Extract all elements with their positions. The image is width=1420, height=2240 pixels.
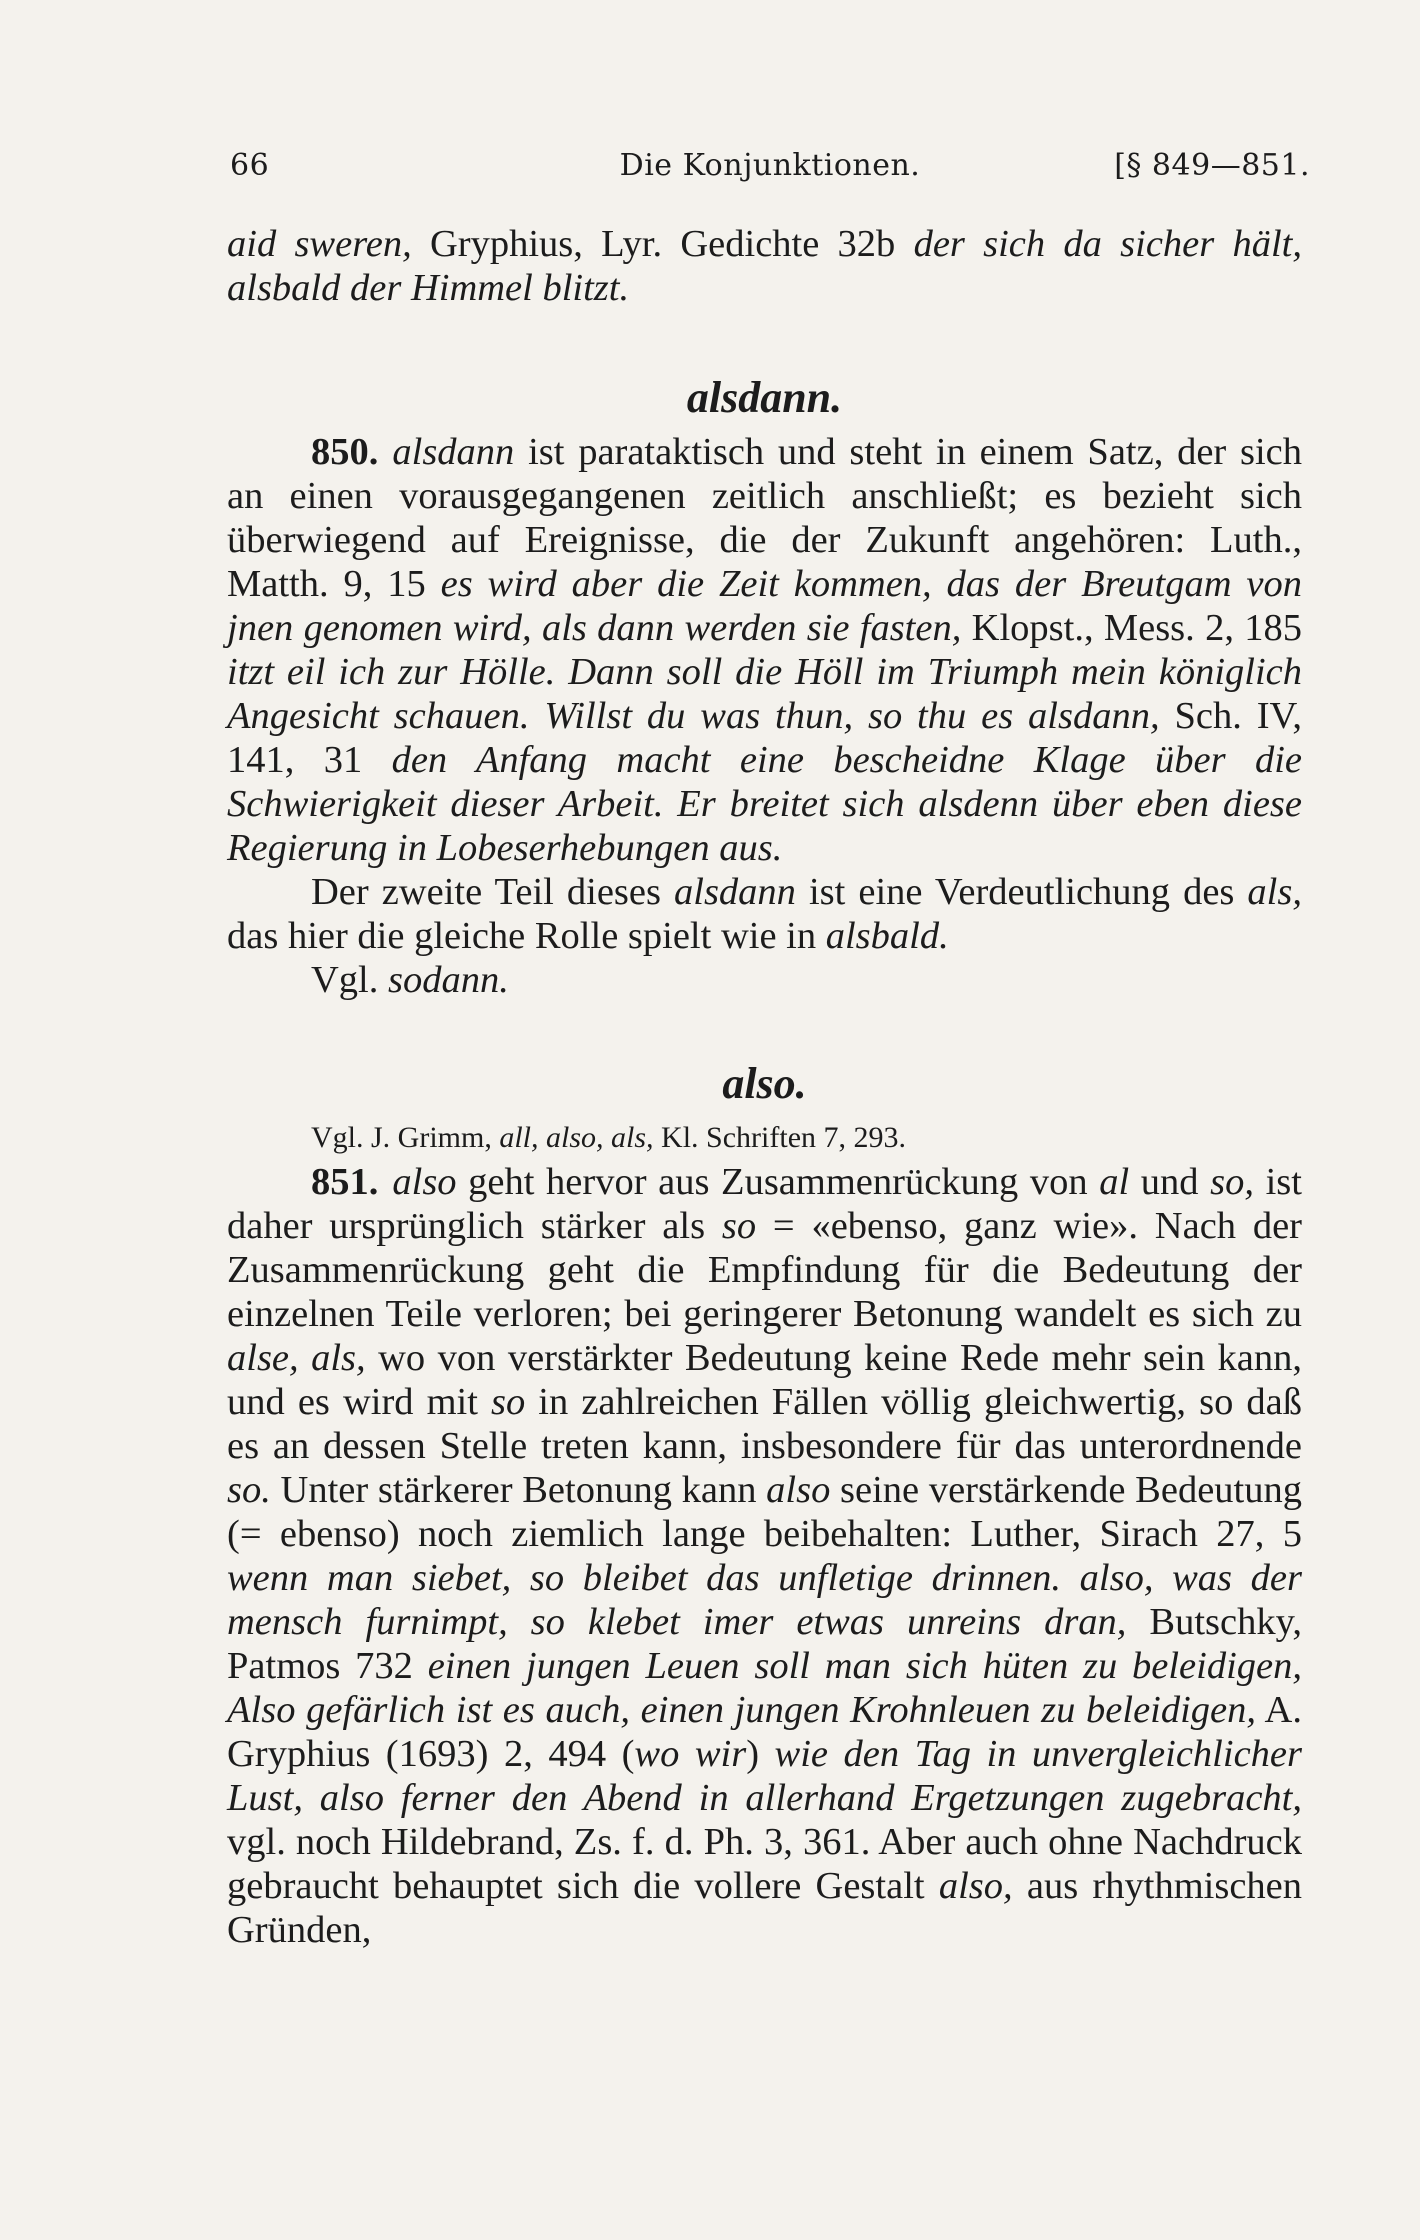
section-850-paragraph-2: [227, 870, 1302, 958]
citation-text: wenn man siebet, so bleibet das unfletige drinnen. also, was der mensch furnimpt, so klebet imer etwas unreins dran,: [227, 1557, 1302, 1643]
running-title: Die Konjunktionen.: [619, 148, 921, 183]
citation-text: den Anfang macht eine bescheidne Klage über die Schwierigkeit dieser Arbeit. Er breitet sich alsdenn über eben diese Regierung in Lobeserhebungen aus.: [227, 739, 1303, 869]
citation-text: es wird aber die Zeit kommen, das der Breutgam von jnen genomen wird, als dann werden sie fasten,: [227, 563, 1302, 649]
keyword: so: [491, 1381, 526, 1423]
keyword: alsbald.: [825, 915, 949, 957]
body-text: Der zweite Teil dieses: [311, 871, 674, 913]
body-text: ): [746, 1733, 775, 1775]
entry-heading-alsdann: alsdann.: [686, 373, 843, 422]
keyword: also: [392, 1161, 457, 1203]
keyword: al: [1099, 1161, 1130, 1203]
section-reference: [§ 849—851.: [1114, 148, 1310, 183]
citation-text: wie den Tag in unvergleichlicher Lust, also ferner den Abend in allerhand Ergetzungen zugebracht,: [227, 1733, 1302, 1819]
body-text: aus rhythmischen Gründen,: [227, 1865, 1302, 1951]
body-text: ist daher ursprünglich stärker als: [227, 1161, 1302, 1247]
body-text: ist eine Verdeutlichung des: [795, 871, 1248, 913]
keyword: alsdann: [392, 431, 515, 473]
body-text: Vgl.: [311, 959, 388, 1001]
body-text: geht hervor aus Zusammenrückung von: [456, 1161, 1100, 1203]
source-reference: Butschky, Patmos 732: [227, 1601, 1302, 1687]
keyword: sodann.: [388, 959, 509, 1001]
section-850-paragraph: [227, 430, 1302, 870]
body-text: seine verstärkende Bedeutung (= ebenso) noch ziemlich lange beibehalten: Luther, Sirach 27, 5: [227, 1469, 1302, 1555]
body-text: Vgl. J. Grimm,: [311, 1121, 500, 1154]
body-text: ist parataktisch und steht in einem Satz, der sich an einen vorausgegangenen zeitlich anschließt; es bezieht sich überwiegend auf Ereignisse, die der Zukunft angehören: Luth., Matth. 9, 15: [227, 431, 1302, 605]
section-number: 851.: [311, 1161, 379, 1203]
body-text: vgl. noch Hildebrand, Zs. f. d. Ph. 3, 361. Aber auch ohne Nachdruck gebraucht behauptet sich die vollere Gestalt: [227, 1821, 1302, 1907]
keyword: alse, als,: [227, 1337, 366, 1379]
section-851-paragraph: [227, 1160, 1302, 1952]
source-reference: Gryphius, Lyr. Gedichte 32b: [411, 223, 914, 265]
cross-reference: [227, 958, 1302, 1002]
body-text: Unter stärkerer Betonung kann: [270, 1469, 767, 1511]
keyword: all, also, als,: [499, 1121, 654, 1154]
body-text: Kl. Schriften 7, 293.: [653, 1121, 907, 1154]
citation-text: aid sweren,: [227, 223, 412, 265]
keyword: also,: [938, 1865, 1013, 1907]
entry-heading-also: also.: [722, 1059, 807, 1108]
body-text: wo von verstärkter Bedeutung keine Rede mehr sein kann, und es wird mit: [227, 1337, 1302, 1423]
citation-text: itzt eil ich zur Hölle. Dann soll die Höll im Triumph mein königlich Angesicht schauen. Willst du was thun, so thu es alsdann,: [227, 651, 1302, 737]
source-reference: Klopst., Mess. 2, 185: [961, 607, 1302, 649]
source-reference: Sch. IV, 141, 31: [227, 695, 1302, 781]
continued-paragraph: [227, 222, 1302, 310]
keyword: alsdann: [674, 871, 796, 913]
page-number: 66: [230, 148, 270, 183]
running-header: [230, 148, 1310, 192]
body-text: = «ebenso, ganz wie». Nach der Zusammenrückung geht die Empfindung für die Bedeutung der einzelnen Teile verloren; bei geringerer Betonung wandelt es sich zu: [227, 1205, 1302, 1335]
citation-text: wo wir: [634, 1733, 747, 1775]
literature-reference: [227, 1116, 1302, 1160]
body-text: das hier die gleiche Rolle spielt wie in: [227, 915, 826, 957]
keyword: als,: [1247, 871, 1302, 913]
body-text: und: [1129, 1161, 1211, 1203]
body-text: in zahlreichen Fällen völlig gleichwertig, so daß es an dessen Stelle treten kann, insbesondere für das unterordnende: [227, 1381, 1302, 1467]
keyword: so.: [227, 1469, 271, 1511]
keyword: also: [766, 1469, 831, 1511]
main-text: [227, 222, 1302, 1952]
keyword: so,: [1210, 1161, 1254, 1203]
citation-text: der sich da sicher hält, alsbald der Himmel blitzt.: [227, 223, 1302, 309]
citation-text: einen jungen Leuen soll man sich hüten zu beleidigen, Also gefärlich ist es auch, einen jungen Krohnleuen zu beleidigen,: [227, 1645, 1302, 1731]
section-number: 850.: [311, 431, 379, 473]
keyword: so: [721, 1205, 757, 1247]
source-reference: A. Gryphius (1693) 2, 494 (: [227, 1689, 1302, 1775]
